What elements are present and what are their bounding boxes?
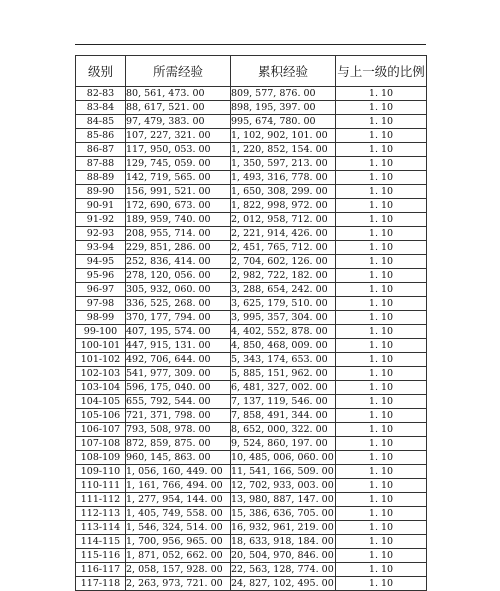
cell-level: 86-87 bbox=[76, 143, 126, 157]
cell-level: 87-88 bbox=[76, 157, 126, 171]
cell-cumulative-exp: 24, 827, 102, 495. 00 bbox=[231, 578, 334, 589]
cell-level: 94-95 bbox=[76, 255, 126, 269]
table-row bbox=[76, 493, 427, 507]
table-row bbox=[76, 101, 427, 115]
cell-required-exp: 156, 991, 521. 00 bbox=[126, 185, 231, 199]
table-row bbox=[76, 129, 427, 143]
cell-ratio: 1. 10 bbox=[336, 395, 427, 409]
cell-ratio: 1. 10 bbox=[336, 353, 427, 367]
cell-required-exp: 88, 617, 521. 00 bbox=[126, 101, 231, 115]
table-row bbox=[76, 479, 427, 493]
cell-ratio: 1. 10 bbox=[336, 143, 427, 157]
header-cumulative-exp: 累积经验 bbox=[231, 56, 336, 87]
cell-cumulative-exp: 3, 625, 179, 510. 00 bbox=[231, 297, 336, 311]
cell-cumulative-exp: 2, 451, 765, 712. 00 bbox=[231, 241, 336, 255]
cell-cumulative-exp: 22, 563, 128, 774. 00 bbox=[231, 564, 334, 575]
cell-ratio: 1. 10 bbox=[336, 423, 427, 437]
cell-level: 83-84 bbox=[76, 101, 126, 115]
cell-ratio: 1. 10 bbox=[336, 465, 427, 479]
cell-cumulative-exp: 1, 822, 998, 972. 00 bbox=[231, 199, 336, 213]
cell-cumulative-exp: 2, 012, 958, 712. 00 bbox=[231, 213, 336, 227]
cell-level: 98-99 bbox=[76, 311, 126, 325]
cell-required-exp: 872, 859, 875. 00 bbox=[126, 437, 231, 451]
cell-ratio: 1. 10 bbox=[336, 157, 427, 171]
table-row bbox=[76, 535, 427, 549]
cell-required-exp: 1, 871, 052, 662. 00 bbox=[126, 549, 231, 563]
table-row bbox=[76, 451, 427, 465]
cell-cumulative-exp: 6, 481, 327, 002. 00 bbox=[231, 381, 336, 395]
cell-level: 113-114 bbox=[76, 521, 126, 535]
cell-ratio: 1. 10 bbox=[336, 241, 427, 255]
cell-required-exp: 107, 227, 321. 00 bbox=[126, 129, 231, 143]
cell-level: 111-112 bbox=[76, 493, 126, 507]
cell-cumulative-exp: 15, 386, 636, 705. 00 bbox=[231, 508, 334, 519]
table-row bbox=[76, 255, 427, 269]
cell-required-exp: 80, 561, 473. 00 bbox=[126, 87, 231, 101]
cell-ratio: 1. 10 bbox=[336, 325, 427, 339]
table-row bbox=[76, 269, 427, 283]
cell-level: 109-110 bbox=[76, 465, 126, 479]
cell-cumulative-exp: 1, 650, 308, 299. 00 bbox=[231, 185, 336, 199]
cell-ratio: 1. 10 bbox=[336, 535, 427, 549]
cell-required-exp: 447, 915, 131. 00 bbox=[126, 339, 231, 353]
cell-cumulative-exp: 11, 541, 166, 509. 00 bbox=[231, 466, 334, 477]
cell-level: 88-89 bbox=[76, 171, 126, 185]
cell-cumulative-exp: 2, 982, 722, 182. 00 bbox=[231, 269, 336, 283]
header-ratio: 与上一级的比例 bbox=[336, 56, 427, 87]
table-row bbox=[76, 283, 427, 297]
cell-ratio: 1. 10 bbox=[336, 493, 427, 507]
cell-ratio: 1. 10 bbox=[336, 437, 427, 451]
table-row bbox=[76, 381, 427, 395]
cell-required-exp: 2, 263, 973, 721. 00 bbox=[126, 577, 231, 591]
cell-level: 114-115 bbox=[76, 535, 126, 549]
cell-required-exp: 278, 120, 056. 00 bbox=[126, 269, 231, 283]
table-row bbox=[76, 353, 427, 367]
cell-required-exp: 721, 371, 798. 00 bbox=[126, 409, 231, 423]
cell-level: 91-92 bbox=[76, 213, 126, 227]
cell-cumulative-exp: 18, 633, 918, 184. 00 bbox=[231, 536, 334, 547]
cell-cumulative-exp: 7, 137, 119, 546. 00 bbox=[231, 395, 336, 409]
cell-level: 89-90 bbox=[76, 185, 126, 199]
cell-level: 96-97 bbox=[76, 283, 126, 297]
cell-level: 116-117 bbox=[76, 563, 126, 577]
table-row bbox=[76, 157, 427, 171]
cell-cumulative-exp: 5, 343, 174, 653. 00 bbox=[231, 353, 336, 367]
cell-ratio: 1. 10 bbox=[336, 507, 427, 521]
cell-ratio: 1. 10 bbox=[336, 339, 427, 353]
cell-ratio: 1. 10 bbox=[336, 171, 427, 185]
table-row bbox=[76, 339, 427, 353]
cell-cumulative-exp: 16, 932, 961, 219. 00 bbox=[231, 522, 334, 533]
cell-ratio: 1. 10 bbox=[336, 227, 427, 241]
table-row bbox=[76, 227, 427, 241]
header-required-exp: 所需经验 bbox=[126, 56, 231, 87]
cell-ratio: 1. 10 bbox=[336, 367, 427, 381]
cell-cumulative-exp: 995, 674, 780. 00 bbox=[231, 115, 336, 129]
cell-ratio: 1. 10 bbox=[336, 129, 427, 143]
cell-required-exp: 336, 525, 268. 00 bbox=[126, 297, 231, 311]
cell-cumulative-exp: 8, 652, 000, 322. 00 bbox=[231, 423, 336, 437]
cell-ratio: 1. 10 bbox=[336, 297, 427, 311]
cell-required-exp: 960, 145, 863. 00 bbox=[126, 451, 231, 465]
cell-required-exp: 252, 836, 414. 00 bbox=[126, 255, 231, 269]
cell-cumulative-exp: 898, 195, 397. 00 bbox=[231, 101, 336, 115]
cell-required-exp: 541, 977, 309. 00 bbox=[126, 367, 231, 381]
cell-level: 110-111 bbox=[76, 479, 126, 493]
table-row bbox=[76, 325, 427, 339]
cell-cumulative-exp: 1, 493, 316, 778. 00 bbox=[231, 171, 336, 185]
cell-level: 107-108 bbox=[76, 437, 126, 451]
cell-cumulative-exp: 20, 504, 970, 846. 00 bbox=[231, 550, 334, 561]
table-row bbox=[76, 465, 427, 479]
cell-level: 93-94 bbox=[76, 241, 126, 255]
cell-required-exp: 1, 700, 956, 965. 00 bbox=[126, 535, 231, 549]
cell-level: 92-93 bbox=[76, 227, 126, 241]
cell-ratio: 1. 10 bbox=[336, 381, 427, 395]
table-row bbox=[76, 143, 427, 157]
cell-cumulative-exp: 2, 704, 602, 126. 00 bbox=[231, 255, 336, 269]
cell-cumulative-exp: 3, 995, 357, 304. 00 bbox=[231, 311, 336, 325]
cell-cumulative-exp: 4, 850, 468, 009. 00 bbox=[231, 339, 336, 353]
cell-ratio: 1. 10 bbox=[336, 213, 427, 227]
table-row bbox=[76, 423, 427, 437]
cell-required-exp: 1, 277, 954, 144. 00 bbox=[126, 493, 231, 507]
cell-required-exp: 2, 058, 157, 928. 00 bbox=[126, 563, 231, 577]
table-row bbox=[76, 311, 427, 325]
cell-level: 85-86 bbox=[76, 129, 126, 143]
cell-level: 95-96 bbox=[76, 269, 126, 283]
cell-cumulative-exp: 3, 288, 654, 242. 00 bbox=[231, 283, 336, 297]
cell-required-exp: 793, 508, 978. 00 bbox=[126, 423, 231, 437]
cell-cumulative-exp: 2, 221, 914, 426. 00 bbox=[231, 227, 336, 241]
table-row bbox=[76, 185, 427, 199]
cell-cumulative-exp: 809, 577, 876. 00 bbox=[231, 87, 336, 101]
cell-required-exp: 370, 177, 794. 00 bbox=[126, 311, 231, 325]
cell-required-exp: 208, 955, 714. 00 bbox=[126, 227, 231, 241]
cell-level: 101-102 bbox=[76, 353, 126, 367]
table-row bbox=[76, 409, 427, 423]
cell-level: 108-109 bbox=[76, 451, 126, 465]
cell-cumulative-exp: 9, 524, 860, 197. 00 bbox=[231, 437, 336, 451]
cell-level: 82-83 bbox=[76, 87, 126, 101]
cell-ratio: 1. 10 bbox=[336, 255, 427, 269]
cell-ratio: 1. 10 bbox=[336, 269, 427, 283]
cell-ratio: 1. 10 bbox=[336, 87, 427, 101]
table-row bbox=[76, 507, 427, 521]
cell-required-exp: 129, 745, 059. 00 bbox=[126, 157, 231, 171]
table-row bbox=[76, 297, 427, 311]
cell-ratio: 1. 10 bbox=[336, 479, 427, 493]
cell-cumulative-exp: 1, 102, 902, 101. 00 bbox=[231, 129, 336, 143]
cell-ratio: 1. 10 bbox=[336, 311, 427, 325]
cell-required-exp: 1, 161, 766, 494. 00 bbox=[126, 479, 231, 493]
cell-required-exp: 305, 932, 060. 00 bbox=[126, 283, 231, 297]
cell-required-exp: 142, 719, 565. 00 bbox=[126, 171, 231, 185]
table-row bbox=[76, 521, 427, 535]
table-row bbox=[76, 577, 427, 591]
table-row bbox=[76, 199, 427, 213]
cell-level: 105-106 bbox=[76, 409, 126, 423]
cell-level: 100-101 bbox=[76, 339, 126, 353]
cell-ratio: 1. 10 bbox=[336, 185, 427, 199]
cell-cumulative-exp: 7, 858, 491, 344. 00 bbox=[231, 409, 336, 423]
cell-required-exp: 172, 690, 673. 00 bbox=[126, 199, 231, 213]
cell-level: 117-118 bbox=[76, 577, 126, 591]
cell-required-exp: 407, 195, 574. 00 bbox=[126, 325, 231, 339]
table-row bbox=[76, 549, 427, 563]
cell-ratio: 1. 10 bbox=[336, 101, 427, 115]
cell-cumulative-exp: 1, 220, 852, 154. 00 bbox=[231, 143, 336, 157]
cell-level: 106-107 bbox=[76, 423, 126, 437]
cell-ratio: 1. 10 bbox=[336, 563, 427, 577]
cell-level: 90-91 bbox=[76, 199, 126, 213]
table-row bbox=[76, 563, 427, 577]
cell-ratio: 1. 10 bbox=[336, 115, 427, 129]
table-row bbox=[76, 87, 427, 101]
cell-required-exp: 1, 056, 160, 449. 00 bbox=[126, 465, 231, 479]
cell-ratio: 1. 10 bbox=[336, 451, 427, 465]
cell-cumulative-exp: 10, 485, 006, 060. 00 bbox=[231, 452, 334, 463]
cell-level: 115-116 bbox=[76, 549, 126, 563]
cell-required-exp: 492, 706, 644. 00 bbox=[126, 353, 231, 367]
table-row bbox=[76, 171, 427, 185]
cell-cumulative-exp: 1, 350, 597, 213. 00 bbox=[231, 157, 336, 171]
table-row bbox=[76, 115, 427, 129]
cell-required-exp: 117, 950, 053. 00 bbox=[126, 143, 231, 157]
cell-level: 104-105 bbox=[76, 395, 126, 409]
cell-cumulative-exp: 13, 980, 887, 147. 00 bbox=[231, 494, 334, 505]
table-row bbox=[76, 213, 427, 227]
cell-level: 103-104 bbox=[76, 381, 126, 395]
cell-level: 99-100 bbox=[76, 325, 126, 339]
cell-level: 112-113 bbox=[76, 507, 126, 521]
cell-required-exp: 229, 851, 286. 00 bbox=[126, 241, 231, 255]
cell-ratio: 1. 10 bbox=[336, 283, 427, 297]
experience-table bbox=[75, 55, 427, 591]
table-row bbox=[76, 241, 427, 255]
cell-level: 84-85 bbox=[76, 115, 126, 129]
cell-required-exp: 596, 175, 040. 00 bbox=[126, 381, 231, 395]
cell-cumulative-exp: 12, 702, 933, 003. 00 bbox=[231, 480, 334, 491]
header-level: 级别 bbox=[76, 56, 126, 87]
cell-cumulative-exp: 4, 402, 552, 878. 00 bbox=[231, 325, 336, 339]
cell-ratio: 1. 10 bbox=[336, 409, 427, 423]
cell-required-exp: 1, 405, 749, 558. 00 bbox=[126, 507, 231, 521]
cell-required-exp: 189, 959, 740. 00 bbox=[126, 213, 231, 227]
cell-ratio: 1. 10 bbox=[336, 577, 427, 591]
cell-level: 97-98 bbox=[76, 297, 126, 311]
cell-ratio: 1. 10 bbox=[336, 521, 427, 535]
cell-required-exp: 655, 792, 544. 00 bbox=[126, 395, 231, 409]
cell-level: 102-103 bbox=[76, 367, 126, 381]
table-row bbox=[76, 367, 427, 381]
cell-required-exp: 1, 546, 324, 514. 00 bbox=[126, 521, 231, 535]
table-header-row bbox=[76, 56, 427, 87]
table-row bbox=[76, 437, 427, 451]
cell-required-exp: 97, 479, 383. 00 bbox=[126, 115, 231, 129]
cell-ratio: 1. 10 bbox=[336, 199, 427, 213]
cell-cumulative-exp: 5, 885, 151, 962. 00 bbox=[231, 367, 336, 381]
table-row bbox=[76, 395, 427, 409]
top-rule bbox=[75, 44, 426, 45]
cell-ratio: 1. 10 bbox=[336, 549, 427, 563]
